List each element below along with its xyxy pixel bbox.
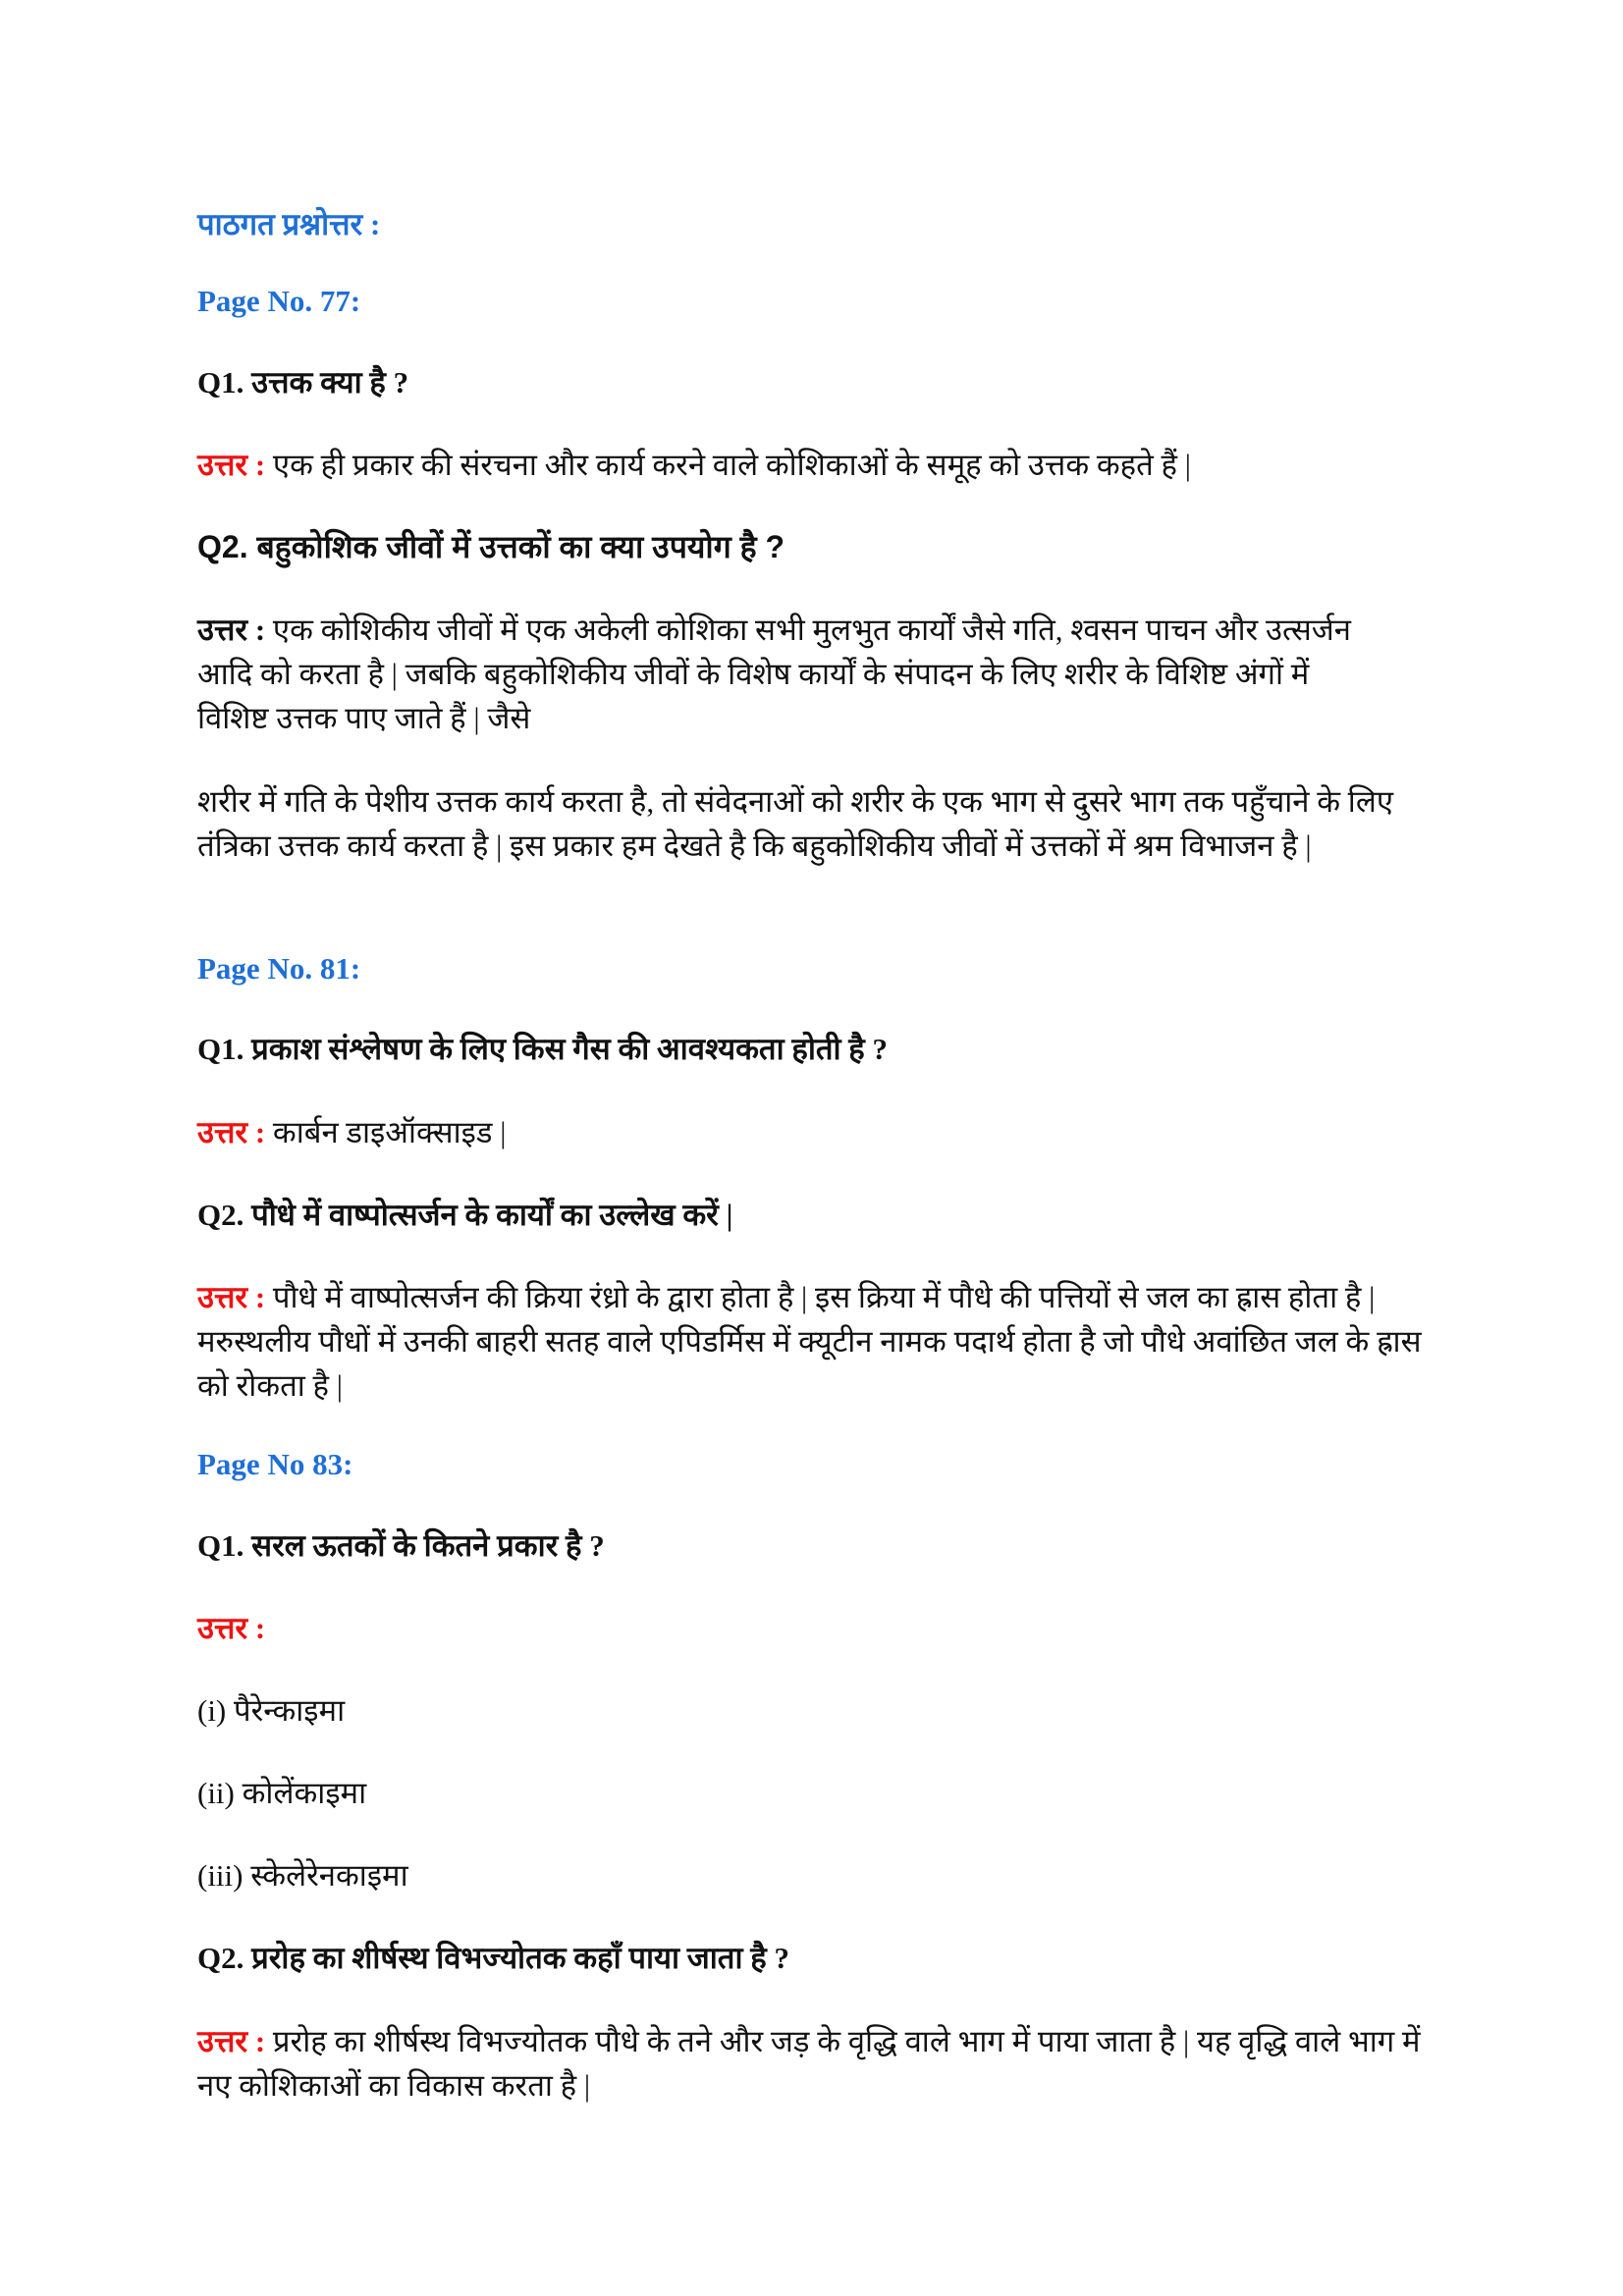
- question-2: Q2. बहुकोशिक जीवों में उत्तकों का क्या उपयोग है ?: [197, 529, 785, 564]
- answer-1: [197, 443, 1444, 487]
- page-number-77: Page No. 77:: [197, 284, 361, 318]
- section-heading: पाठगत प्रश्नोत्तर :: [197, 207, 381, 241]
- question-2: Q2. पौधे में वाष्पोत्सर्जन के कार्यों का उल्लेख करें |: [197, 1198, 733, 1232]
- list-item: (iii) स्केलेरेनकाइमा: [197, 1858, 408, 1893]
- list-item: (ii) कोलेंकाइमा: [197, 1776, 367, 1810]
- answer-2: [197, 1275, 1444, 1408]
- answer-text: कार्बन डाइऑक्साइड |: [272, 1115, 507, 1149]
- page-number-83: Page No 83:: [197, 1447, 353, 1481]
- answer-2: [197, 2019, 1444, 2108]
- answer-text: प्ररोह का शीर्षस्थ विभज्योतक पौधे के तने और जड़ के वृद्धि वाले भाग में पाया जाता है | यह वृद्धि वाले भाग में नए कोशिकाओं का विकास करता है |: [197, 2024, 1421, 2103]
- answer-label: उत्तर :: [197, 1611, 266, 1645]
- answer-2-paragraph: शरीर में गति के पेशीय उत्तक कार्य करता है, तो संवेदनाओं को शरीर के एक भाग से दुसरे भाग तक पहुँचाने के लिए तंत्रिका उत्तक कार्य करता है | इस प्रकार हम देखते है कि बहुकोशिकीय जीवों में उत्तकों में श्रम विभाजन है |: [197, 784, 1393, 863]
- answer-label: उत्तर :: [197, 1280, 266, 1314]
- answer-2: [197, 608, 1376, 740]
- question-1: Q1. प्रकाश संश्लेषण के लिए किस गैस की आवश्यकता होती है ?: [197, 1032, 889, 1066]
- list-item: (i) पैरेन्काइमा: [197, 1693, 346, 1728]
- question-1: Q1. उत्तक क्या है ?: [197, 365, 409, 400]
- answer-label: उत्तर :: [197, 1115, 266, 1149]
- answer-text: पौधे में वाष्पोत्सर्जन की क्रिया रंध्रो के द्वारा होता है | इस क्रिया में पौधे की पत्तियों से जल का ह्रास होता है | मरुस्थलीय पौधों में उनकी बाहरी सतह वाले एपिडर्मिस में क्यूटीन नामक पदार्थ होता है जो पौधे अवांछित जल के ह्रास को रोकता है |: [197, 1280, 1422, 1403]
- page-number-81: Page No. 81:: [197, 951, 361, 986]
- question-2: Q2. प्ररोह का शीर्षस्थ विभज्योतक कहाँ पाया जाता है ?: [197, 1941, 789, 1975]
- answer-label: उत्तर :: [197, 448, 266, 482]
- answer-1: [197, 1110, 1444, 1154]
- answer-label: उत्तर :: [197, 613, 266, 647]
- answer-text: एक कोशिकीय जीवों में एक अकेली कोशिका सभी मुलभुत कार्यों जैसे गति, श्वसन पाचन और उत्सर्जन आदि को करता है | जबकि बहुकोशिकीय जीवों के विशेष कार्यों के संपादन के लिए शरीर के विशिष्ट अंगों में विशिष्ट उत्तक पाए जाते हैं | जैसे: [197, 613, 1352, 735]
- answer-text: एक ही प्रकार की संरचना और कार्य करने वाले कोशिकाओं के समूह को उत्तक कहते हैं |: [272, 448, 1191, 482]
- answer-label: उत्तर :: [197, 2024, 266, 2058]
- question-1: Q1. सरल ऊतकों के कितने प्रकार है ?: [197, 1528, 605, 1563]
